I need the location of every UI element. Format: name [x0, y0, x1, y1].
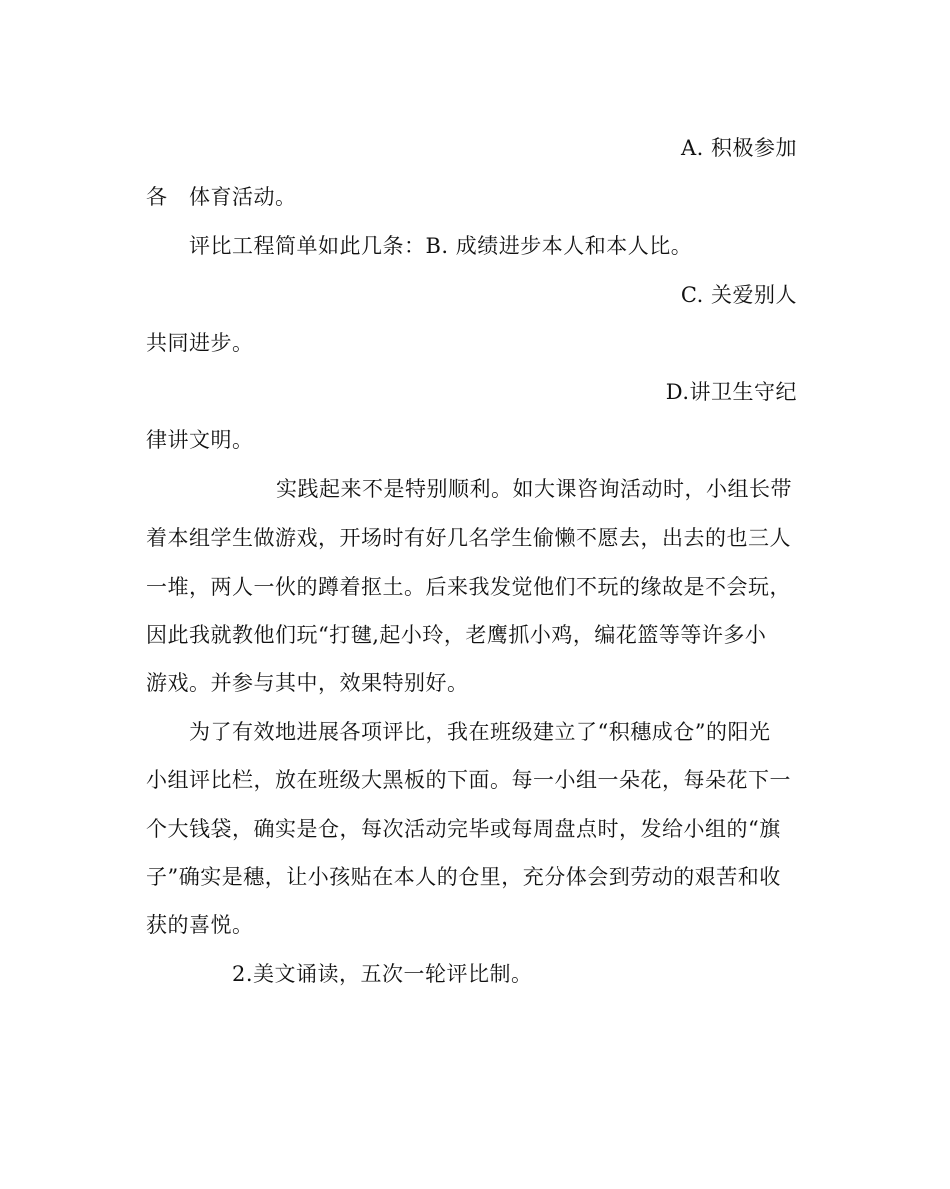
text-line-paragraph-2: 子”确实是穗，让小孩贴在本人的仓里，充分体会到劳动的艰苦和收 [146, 865, 781, 889]
text-line-paragraph-1: 因此我就教他们玩“打毽,起小玲，老鹰抓小鸡，编花篮等等许多小 [146, 623, 767, 647]
text-line-option-c: C. 关爱别人 [680, 283, 797, 307]
text-line-paragraph-2: 为了有效地进展各项评比，我在班级建立了“积穗成仓”的阳光 [189, 720, 771, 744]
text-line-option-a-cont: 各 体育活动。 [146, 185, 297, 209]
text-line-paragraph-1: 实践起来不是特别顺利。如大课咨询活动时，小组长带 [276, 477, 792, 501]
text-line-paragraph-1: 游戏。并参与其中，效果特别好。 [146, 671, 469, 695]
text-line-paragraph-2: 获的喜悦。 [146, 913, 254, 937]
text-line-criteria: 评比工程简单如此几条：B. 成绩进步本人和本人比。 [189, 234, 693, 258]
text-line-section-2: 2.美文诵读，五次一轮评比制。 [232, 962, 533, 986]
text-line-paragraph-2: 小组评比栏，放在班级大黑板的下面。每一小组一朵花，每朵花下一 [146, 768, 791, 792]
text-line-option-d: D.讲卫生守纪 [665, 380, 797, 404]
text-line-paragraph-1: 一堆，两人一伙的蹲着抠土。后来我发觉他们不玩的缘故是不会玩， [146, 575, 791, 599]
text-line-paragraph-2: 个大钱袋，确实是仓，每次活动完毕或每周盘点时，发给小组的“旗 [146, 817, 781, 841]
text-line-option-a: A. 积极参加 [680, 136, 797, 160]
text-line-option-c-cont: 共同进步。 [146, 331, 254, 355]
text-line-option-d-cont: 律讲文明。 [146, 428, 254, 452]
text-line-paragraph-1: 着本组学生做游戏，开场时有好几名学生偷懒不愿去，出去的也三人 [146, 526, 791, 550]
